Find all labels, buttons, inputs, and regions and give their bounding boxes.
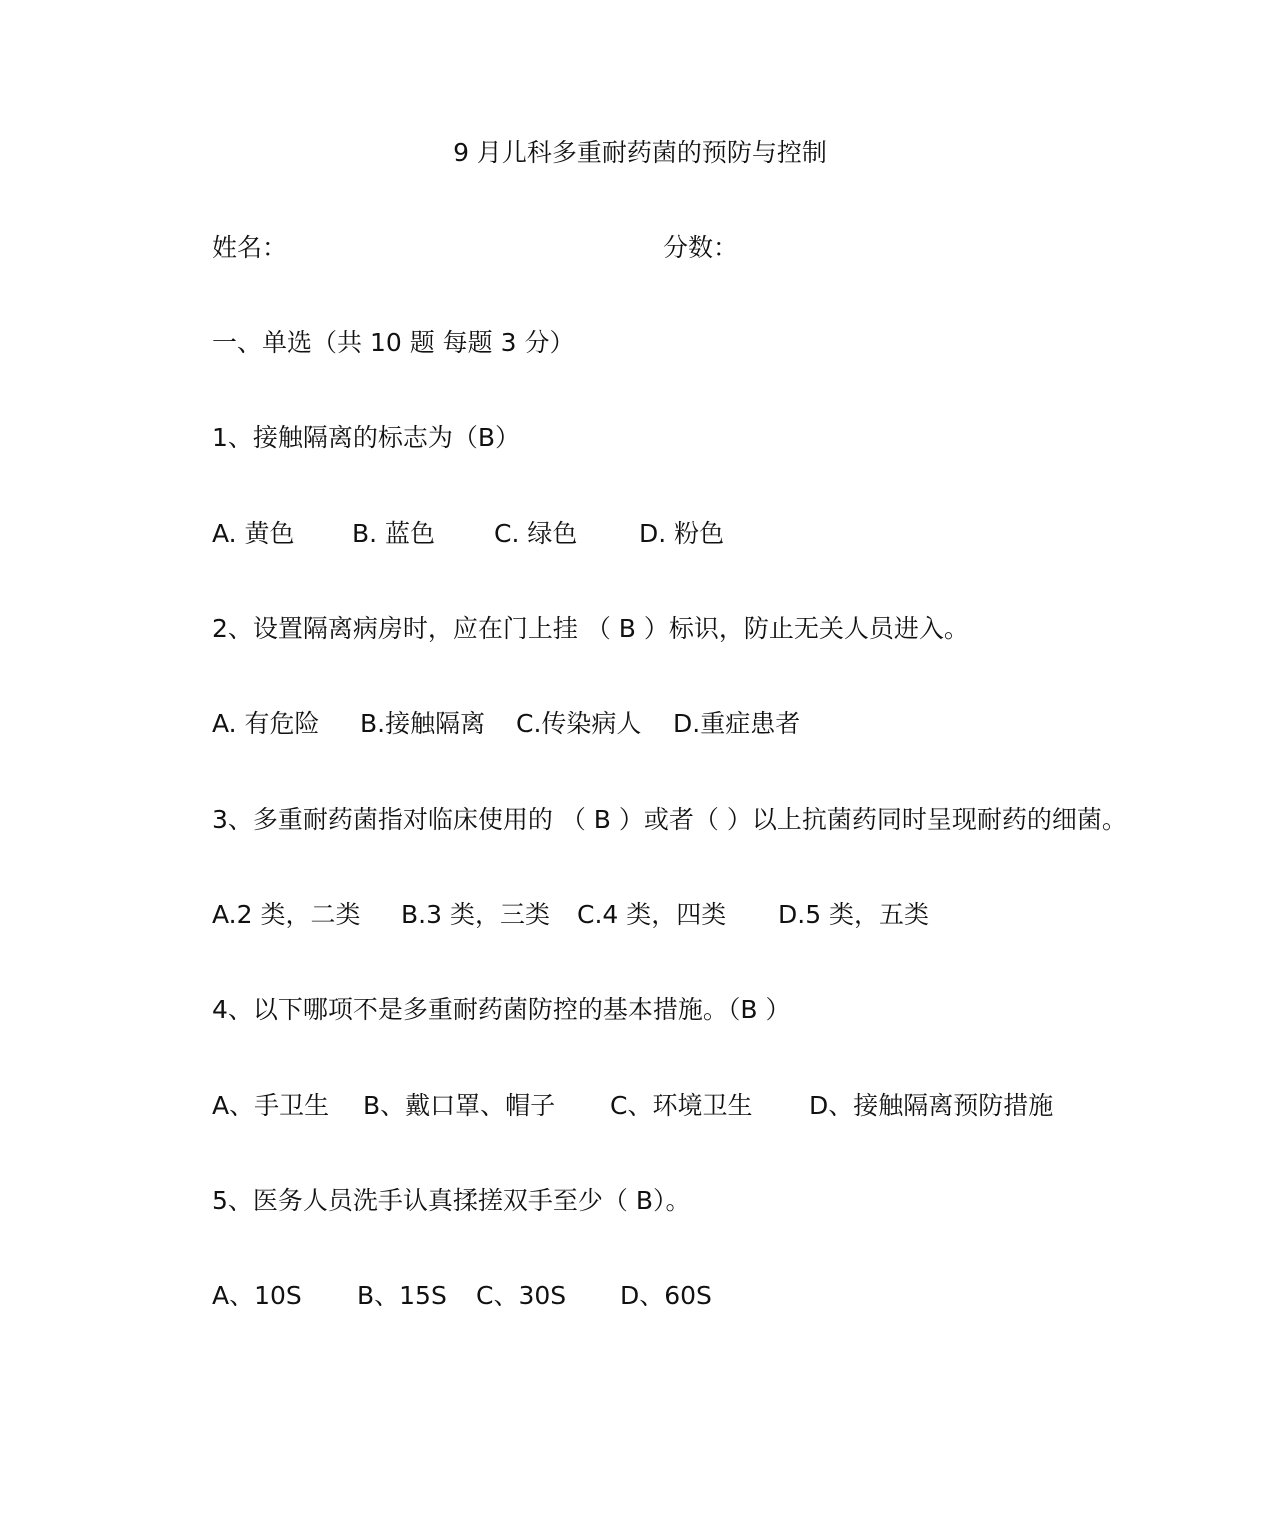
question-option-b: B. 蓝色	[352, 519, 436, 548]
question-option-d: D. 粉色	[639, 519, 725, 548]
question-option-d: D、60S	[620, 1281, 712, 1310]
question-option-c: C、环境卫生	[610, 1091, 753, 1120]
question-option-b: B.3 类，三类	[401, 900, 550, 929]
question-stem: 3、多重耐药菌指对临床使用的 （ B ）或者（ ）以上抗菌药同时呈现耐药的细菌。	[212, 805, 1127, 834]
name-label: 姓名：	[212, 233, 288, 262]
question-option-a: A.2 类，二类	[212, 900, 361, 929]
document-title: 9 月儿科多重耐药菌的预防与控制	[453, 138, 827, 167]
score-label: 分数：	[663, 233, 739, 262]
question-option-c: C. 绿色	[494, 519, 578, 548]
question-option-a: A、手卫生	[212, 1091, 330, 1120]
question-stem: 1、接触隔离的标志为（B）	[212, 423, 521, 452]
question-option-b: B、戴口罩、帽子	[363, 1091, 556, 1120]
question-stem: 4、以下哪项不是多重耐药菌防控的基本措施。（B ）	[212, 995, 791, 1024]
question-option-d: D.重症患者	[673, 709, 801, 738]
question-option-c: C.传染病人	[516, 709, 642, 738]
question-option-c: C、30S	[476, 1281, 567, 1310]
question-option-b: B.接触隔离	[360, 709, 486, 738]
question-option-a: A. 有危险	[212, 709, 320, 738]
question-option-a: A、10S	[212, 1281, 302, 1310]
question-option-d: D.5 类，五类	[778, 900, 930, 929]
section-heading: 一、单选（共 10 题 每题 3 分）	[212, 328, 575, 357]
question-stem: 2、设置隔离病房时，应在门上挂 （ B ）标识，防止无关人员进入。	[212, 614, 969, 643]
question-stem: 5、医务人员洗手认真揉搓双手至少（ B）。	[212, 1186, 691, 1215]
question-option-c: C.4 类，四类	[577, 900, 727, 929]
question-option-a: A. 黄色	[212, 519, 295, 548]
question-option-d: D、接触隔离预防措施	[809, 1091, 1054, 1120]
question-option-b: B、15S	[357, 1281, 447, 1310]
